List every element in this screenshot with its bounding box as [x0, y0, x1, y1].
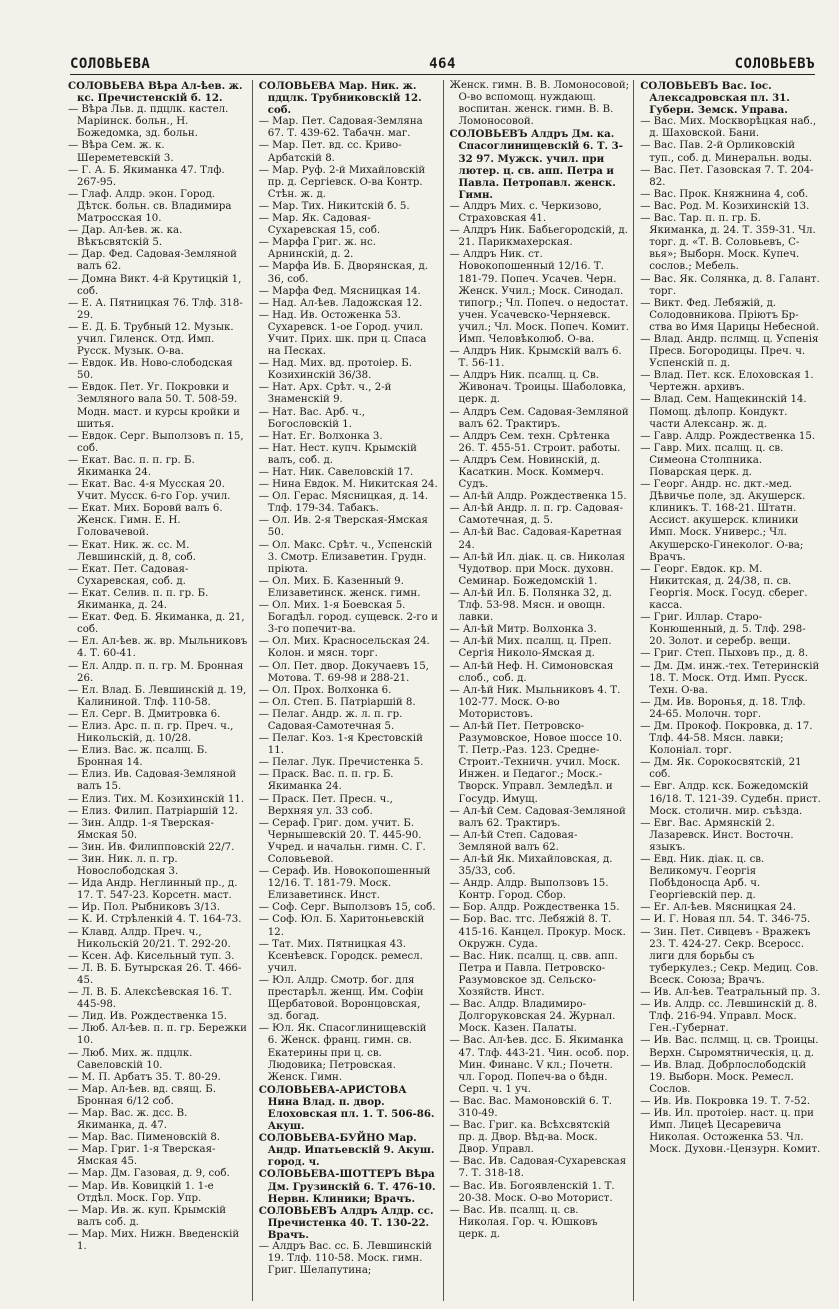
directory-entry: — Сераф. Григ. дом. учит. Б. Чернышевскій 20. Т. 445-90. Учред. и начальн. гимн. С. Г. Соловьевой.: [258, 817, 426, 865]
directory-entry: — Бор. Вас. тгс. Лебяжій 8. Т. 415-16. Канцел. Прокур. Моск. Окружн. Суда.: [449, 914, 626, 950]
directory-entry: — Е. Д. Б. Трубный 12. Музык. учил. Гиленск. Отд. Имп. Русск. Музык. О-ва.: [68, 321, 234, 358]
directory-entry: — Евг. Алдр. кск. Божедомскій 16/18. Т. 121-39. Судебн. прист. Моск. столичн. мир. съѣзда.: [640, 781, 821, 817]
directory-entry: — Елиз. Арс. п. п. гр. Преч. ч., Никольскій, д. 10/28.: [68, 720, 234, 745]
column-2: [259, 80, 444, 1301]
directory-entry: — Тат. Мих. Пятницкая 43. Ксенѣевск. Городск. ремесл. учил.: [258, 938, 423, 974]
directory-entry: — Григ. Степ. Пыховъ пр., д. 8.: [640, 648, 809, 660]
directory-entry: — Алдръ Сем. Новинскій, д. Касаткин. Моск. Коммерч. Судъ.: [449, 454, 604, 491]
directory-entry: — Юл. Алдр. Смотр. бог. для престарѣл. женщ. Им. Софіи Щербатовой. Воронцовская, зд. богад.: [258, 974, 424, 1023]
directory-entry: — Елиз. Ив. Садовая-Земляной валъ 15.: [68, 769, 237, 793]
directory-entry: — Мар. Пет. Садовая-Земляна 67. Т. 439-62. Табачн. маг.: [258, 116, 423, 140]
directory-entry: — Ир. Пол. Рыбниковъ 3/13.: [68, 902, 221, 914]
directory-entry: — Над. Ив. Остоженка 53. Сухаревск. 1-ое Город. учил. Учит. Прих. шк. при ц. Спаса на Песках.: [258, 309, 427, 358]
directory-entry: — Соф. Юл. Б. Харитоньевскій 12.: [258, 914, 425, 938]
directory-entry: — Евдок. Ив. Ново-слободская 50.: [68, 358, 233, 382]
directory-entry: — Мар. Тих. Никитскій б. 5.: [258, 200, 410, 212]
header-right-surname: СОЛОВЬЕВЪ: [734, 56, 815, 72]
directory-entry: — Марфа Григ. ж. нс. Арнинскій, д. 2.: [258, 237, 376, 261]
directory-entry: — Екат. Пет. Садовая-Сухаревская, соб. д.: [68, 563, 189, 587]
directory-entry: — Люб. Мих. ж. пдцлк. Савеловскій 10.: [68, 1047, 193, 1071]
directory-entry: — Екат. Фед. Б. Якиманка, д. 21, соб.: [68, 612, 245, 636]
page-header: [70, 50, 815, 75]
directory-entry: — Дм. Прокоф. Покровка, д. 17. Тлф. 44-58. Мясн. лавки; Колоніал. торг.: [640, 720, 813, 757]
directory-entry: — Ив. Ил. протоіер. наст. ц. при Имп. Лицеѣ Цесаревича Николая. Остоженка 53. Чл. Моск. Духовн.-Цензурн. Комит.: [640, 1107, 821, 1156]
directory-entry: — Вас. Ив. псалщ. ц. св. Николая. Гор. ч. Юшковъ церк. д.: [449, 1204, 598, 1240]
directory-entry: — Мар. Ал-ѣев. вд. свящ. Б. Бронная 6/12 соб.: [68, 1083, 216, 1107]
directory-entry: — Ксен. Аф. Кисельный туп. 3.: [68, 950, 235, 962]
directory-entry: — Глаф. Алдр. экон. Город. Дѣтск. больн. св. Владимира Матросская 10.: [68, 188, 232, 225]
directory-entry: — Ел. Алдр. п. п. гр. М. Бронная 26.: [68, 660, 244, 684]
directory-entry: — Ал-ѣй Вас. Садовая-Каретная 24.: [449, 527, 622, 551]
directory-entry: — Нат. Ник. Савеловскій 17.: [258, 467, 414, 478]
directory-entry: — Евг. Вас. Армянскій 2. Лазаревск. Инст. Восточн. языкъ.: [640, 817, 794, 853]
directory-entry: — Мар. Ив. Ковицкій 1. 1-е Отдѣл. Моск. Гор. Упр.: [68, 1180, 214, 1204]
directory-entry: — Ив. Ив. Покровка 19. Т. 7-52.: [640, 1095, 811, 1107]
directory-entry: — Л. В. Б. Бутырская 26. Т. 466-45.: [68, 962, 242, 986]
page-number: 464: [429, 56, 456, 72]
directory-entry: — Викт. Фед. Лебяжій, д. Солодовникова. Пріютъ Бр-ства во Имя Царицы Небесной.: [640, 297, 820, 333]
directory-entry: — Люб. Ал-ѣев. п. п. гр. Бережки 10.: [68, 1023, 247, 1047]
directory-entry: — Георг. Андр. нс. дкт.-мед. Дѣвичье поле, зд. Акушерск. клиникъ. Т. 168-21. Штатн. Ассист. акушерск. клиники Имп. Моск. Универс.; Чл. Акушерско-Гинеколог. О-ва; Врачъ.: [640, 479, 806, 563]
directory-entry: — Зин. Ив. Филипповскій 22/7.: [68, 841, 235, 853]
directory-entry: — Елиз. Тих. М. Козихинскій 11.: [68, 793, 245, 805]
directory-entry: — Елиз. Филип. Патріаршій 12.: [68, 805, 238, 817]
directory-entry: — Мар. Вас. Пименовскій 8.: [68, 1132, 221, 1144]
directory-entry: — Зин. Ник. л. п. гр. Новослободская 3.: [68, 854, 179, 878]
directory-entry: — Ел. Серг. В. Дмитровка 6.: [68, 708, 221, 720]
directory-entry: — Дар. Ал-ѣев. ж. ка. Вѣкъсвятскій 5.: [68, 225, 183, 249]
directory-entry: — Мар. Як. Садовая-Сухаревская 15, соб.: [258, 213, 381, 237]
directory-entry: — Алдръ Ник. псалщ. ц. Св. Живонач. Троицы. Шаболовка, церк. д.: [449, 370, 627, 406]
directory-entry: СОЛОВЬЕВЪ Вас. Іос. Алексадровская пл. 31. Губерн. Земск. Управа.: [640, 80, 790, 117]
directory-entry: — Евдок. Серг. Выползовъ п. 15, соб.: [68, 430, 244, 454]
directory-entry: — Георг. Евдок. кр. М. Никитская, д. 24/38, п. св. Георгія. Моск. Госуд. сберег. касса.: [640, 563, 808, 612]
directory-entry: — Евд. Ник. діак. ц. св. Великомуч. Георгія Побѣдоносца Арб. ч. Георгіевскій пер. д.: [640, 854, 765, 902]
directory-entry: — Вас. Тар. п. п. гр. Б. Якиманка, д. 24. Т. 359-31. Чл. торг. д. «Т. В. Соловьевъ, С-вья»; Выборн. Моск. Купеч. сослов.; Мебель.: [640, 213, 816, 273]
directory-entry: СОЛОВЬЕВЪ Алдръ Дм. ка. Спасоглинищевскій 6. Т. 3-32 97. Мужск. учил. при лютер. ц. св. апп. Петра и Павла. Петропавл. женск. Гимн.: [449, 128, 623, 201]
column-4: [640, 80, 825, 1301]
directory-entry: — Алдръ Ник. Бабьегородскій, д. 21. Парикмахерская.: [449, 225, 628, 249]
directory-entry: — Л. В. Б. Алексѣевская 16. Т. 445-98.: [68, 987, 232, 1011]
directory-entry: — Вас. Прок. Княжнина 4, соб.: [640, 188, 809, 200]
directory-entry: — Ал-ѣй Мих. псалщ. ц. Преп. Сергія Николо-Ямская д.: [449, 636, 612, 660]
directory-entry: — Екат. Селив. п. п. гр. Б. Якиманка, д. 24.: [68, 587, 209, 612]
directory-entry: — Пелаг. Лук. Пречистенка 5.: [258, 757, 424, 769]
directory-entry: — Евдок. Пет. Уг. Покровки и Земляного вала 50. Т. 508-59. Модн. маст. и курсы кройки и шитья.: [68, 382, 240, 430]
directory-entry: — Вас. Мих. Москворѣцкая наб., д. Шаховской. Бани.: [640, 116, 817, 140]
directory-entry: — Мар. Пет. вд. сс. Криво-Арбатскій 8.: [258, 140, 402, 164]
directory-entry: — Сераф. Ив. Новокопошенный 12/16. Т. 181-79. Моск. Елизаветинск. Инст.: [258, 866, 431, 902]
directory-entry: — Ив. Вас. пслмщ. ц. св. Троицы. Верхн. Сыромятническія, ц. д.: [640, 1035, 819, 1059]
directory-entry: — Ол. Макс. Срѣт. ч., Успенскій 3. Смотр. Елизаветин. Грудн. пріюта.: [258, 539, 433, 575]
directory-entry: — Андр. Алдр. Выползовъ 15. Контр. Город. Сбор.: [449, 878, 609, 902]
directory-entry: — Ал-ѣй Андр. л. п. гр. Садовая-Самотечная, д. 5.: [449, 503, 624, 527]
directory-entry: СОЛОВЬЕВА-АРИСТОВА Нина Влад. п. двор. Елоховская пл. 1. Т. 506-86. Акуш.: [258, 1083, 435, 1133]
directory-entry: — Вас. Вас. Мамоновскій 6. Т. 310-49.: [449, 1095, 612, 1119]
directory-entry: Женск. гимн. В. В. Ломоносовой; О-во вспомощ. нуждающ. воспитан. женск. гимн. В. В. Ломоносовой.: [449, 80, 630, 128]
directory-entry: — Ал-ѣй Пет. Петровско-Разумовское, Новое шоссе 10. Т. Петр.-Раз. 123. Средне-Строит.-Техничн. учил. Моск. Инжен. и Педагог.; Моск.-Творск. Управл. Земледѣл. и Госудр. Имущ.: [449, 720, 623, 805]
directory-entry: — Дм. Ив. Воронья, д. 18. Тлф. 24-65. Молочн. торг.: [640, 696, 806, 720]
directory-entry: — Вас. Ив. Садовая-Сухаревская 7. Т. 318-18.: [449, 1156, 627, 1180]
directory-entry: — Клавд. Алдр. Преч. ч., Никольскій 20/21. Т. 292-20.: [68, 926, 231, 950]
directory-entry: — Алдръ Сем. техн. Срѣтенка 26. Т. 455-51. Строит. работы.: [449, 430, 621, 454]
directory-entry: — Ал-ѣй Неф. Н. Симоновская слоб., соб. д.: [449, 660, 614, 684]
directory-entry: — Мар. Григ. 1-я Тверская-Ямская 45.: [68, 1144, 216, 1168]
directory-entry: — Нат. Арх. Срѣт. ч., 2-й Знаменскій 9.: [258, 382, 392, 406]
directory-entry: — Домна Викт. 4-й Крутицкій 1, соб.: [68, 273, 242, 297]
directory-entry: — Алдръ Сем. Садовая-Земляной валъ 62. Трактиръ.: [449, 406, 629, 430]
directory-entry: — Ол. Мих. Красносельская 24. Колон. и мясн. торг.: [258, 636, 430, 660]
directory-entry: — Вас. Ник. псалщ. ц. свв. апп. Петра и Павла. Петровско-Разумовское зд. Сельско-Хозяйств. Инст.: [449, 950, 618, 999]
directory-entry: — Ал-ѣй Ник. Мыльниковъ 4. Т. 102-77. Моск. О-во Мотористовъ.: [449, 684, 621, 720]
directory-entry: — Вас. Ал-ѣев. дсс. Б. Якиманка 47. Тлф. 443-21. Чин. особ. пор. Мин. Финанс. V кл.; Почетн. чл. Город. Попеч-ва о бѣдн. Серп. ч. 1 уч.: [449, 1035, 630, 1095]
directory-entry: — Дар. Фед. Садовая-Земляной валъ 62.: [68, 249, 237, 273]
directory-entry: — Вас. Род. М. Козихинскій 13.: [640, 200, 810, 212]
directory-entry: — Ол. Герас. Мясницкая, д. 14. Тлф. 179-34. Табакъ.: [258, 491, 429, 515]
directory-entry: — Мар. Руф. 2-й Михайловскій пр. д. Сергіевск. О-ва Контр. Стѣн. ж. д.: [258, 164, 426, 200]
directory-entry: — Влад. Андр. пслмщ. ц. Успенія Пресв. Богородицы. Преч. ч. Успенскій п. д.: [640, 333, 819, 370]
directory-entry: — Лид. Ив. Рождественка 15.: [68, 1011, 228, 1023]
directory-entry: — Ал-ѣй Алдр. Рождественка 15.: [449, 491, 627, 503]
directory-entry: — Ал-ѣй Ил. діак. ц. св. Николая Чудотвор. при Моск. духовн. Семинар. Божедомскій 1.: [449, 551, 626, 587]
directory-entry: — Ал-ѣй Степ. Садовая-Земляной валъ 62.: [449, 829, 578, 853]
directory-entry: — Ида Андр. Неглинный пр., д. 17. Т. 547-23. Корсетн. маст.: [68, 878, 238, 902]
directory-entry: — Екат. Мих. Боровй валъ 6. Женск. Гимн. Е. Н. Головачевой.: [68, 503, 223, 539]
directory-entry: — Бор. Алдр. Рождественка 15.: [449, 902, 620, 914]
directory-entry: — И. Г. Новая пл. 54. Т. 346-75.: [640, 914, 811, 926]
directory-entry: — Ол. Степ. Б. Патріаршій 8.: [258, 696, 416, 708]
directory-entry: — Ал-ѣй Митр. Волхонка 3.: [449, 624, 597, 636]
directory-entry: — Ив. Влад. Добрлослободскій 19. Выборн. Моск. Ремесл. Сослов.: [640, 1059, 807, 1095]
directory-entry: — Вас. Як. Солянка, д. 8. Галант. торг.: [640, 273, 820, 297]
directory-entry: — Вас. Пет. Газовская 7. Т. 204-82.: [640, 164, 814, 188]
directory-columns: [68, 80, 825, 1301]
directory-entry: — М. П. Арбатъ 35. Т. 80-29.: [68, 1071, 221, 1083]
directory-entry: СОЛОВЬЕВА Вѣра Ал-ѣев. ж. кс. Пречистенскій б. 12.: [68, 80, 243, 105]
directory-entry: — Мар. Мих. Нижн. Введенскій 1.: [68, 1228, 240, 1252]
directory-entry: — Марфа Ив. Б. Дворянская, д. 36, соб.: [258, 261, 428, 285]
header-left-surname: СОЛОВЬЕВА: [70, 56, 151, 72]
directory-entry: — Дм. Як. Сорокосвятскій, 21 соб.: [640, 757, 802, 781]
directory-entry: — Ол. Мих. 1-я Боевская 5. Богадѣл. город. сущевск. 2-го и 3-го попечит-ва.: [258, 600, 438, 636]
directory-entry: — Ив. Ал-ѣев. Театральный пр. 3.: [640, 987, 821, 999]
column-3: [450, 80, 635, 1301]
directory-entry: — Алдръ Мих. с. Черкизово, Страховская 41.: [449, 200, 602, 225]
directory-entry: СОЛОВЬЕВЪ Алдръ Алдр. сс. Пречистенка 40. Т. 130-22. Врачъ.: [258, 1204, 434, 1241]
directory-entry: — Нат. Вас. Арб. ч., Богословскій 1.: [258, 406, 366, 430]
directory-entry: — Ал-ѣй Як. Михайловская, д. 35/33, соб.: [449, 854, 613, 878]
directory-entry: — Над. Мих. вд. протоіер. Б. Козихинскій 36/38.: [258, 358, 413, 382]
directory-entry: — Праск. Пет. Пресн. ч., Верхняя ул. 33 соб.: [258, 793, 393, 817]
directory-entry: — Екат. Ник. ж. сс. М. Левшинскій, д. 8, соб.: [68, 539, 196, 563]
directory-entry: — Мар. Ив. ж. куп. Крымскій валъ соб. д.: [68, 1204, 227, 1228]
directory-entry: — Праск. Вас. п. п. гр. Б. Якиманка 24.: [258, 769, 394, 793]
directory-entry: — Г. А. Б. Якиманка 47. Тлф. 267-95.: [68, 164, 225, 188]
directory-entry: — Ол. Прох. Волхонка 6.: [258, 684, 392, 696]
directory-entry: — К. И. Стрѣленкій 4. Т. 164-73.: [68, 914, 242, 926]
directory-entry: — Дм. Дм. инж.-тех. Тетеринскій 18. Т. Моск. Отд. Имп. Русск. Техн. О-ва.: [640, 660, 820, 696]
directory-entry: — Соф. Серг. Выползовъ 15, соб.: [258, 902, 436, 914]
directory-entry: — Григ. Иллар. Старо-Конюшенный, д. 5. Тлф. 298-20. Золот. и серебр. вещи.: [640, 612, 806, 648]
directory-entry: — Ив. Алдр. сс. Левшинскій д. 8. Тлф. 216-94. Управл. Моск. Ген.-Губернат.: [640, 999, 818, 1035]
directory-entry: — Нат. Ег. Волхонка 3.: [258, 430, 383, 442]
directory-entry: — Мар. Дм. Газовая, д. 9, соб.: [68, 1168, 230, 1180]
directory-entry: — Вас. Алдр. Владимиро-Долгоруковская 24. Журнал. Моск. Казен. Палаты.: [449, 999, 616, 1035]
directory-entry: — Ал-ѣй Ил. Б. Полянка 32, д. Тлф. 53-98. Мясн. и овощн. лавки.: [449, 587, 612, 624]
directory-entry: — Ол. Ив. 2-я Тверская-Ямская 50.: [258, 515, 428, 539]
directory-entry: — Гавр. Алдр. Рождественка 15.: [640, 430, 816, 442]
directory-entry: — Вѣра Сем. ж. к. Шереметевскій 3.: [68, 140, 174, 164]
directory-entry: — Юл. Як. Спасоглинищевскій 6. Женск. франц. гимн. св. Екатерины при ц. св. Людовика; Петровская. Женск. Гимн.: [258, 1023, 427, 1083]
directory-entry: — Вас. Григ. ка. Всѣхсвятскій пр. д. Двор. Вѣд-ва. Моск. Двор. Управл.: [449, 1120, 611, 1156]
directory-entry: — Гавр. Мих. псалщ. ц. св. Симеона Столпника. Поварская церк. д.: [640, 442, 784, 478]
directory-entry: — Нат. Нест. купч. Крымскій валъ, соб. д.: [258, 442, 417, 466]
directory-entry: — Вас. Пав. 2-й Орликовскій туп., соб. д. Минеральн. воды.: [640, 140, 812, 164]
directory-entry: — Зин. Алдр. 1-я Тверская-Ямская 50.: [68, 817, 214, 841]
directory-entry: — Пелаг. Коз. 1-я Крестовскій 11.: [258, 733, 423, 757]
directory-entry: — Ег. Ал-ѣев. Мясницкая 24.: [640, 902, 796, 914]
directory-entry: — Влад. Пет. кск. Елоховская 1. Чертежн. архивъ.: [640, 370, 814, 394]
directory-entry: — Вас. Ив. Богоявленскій 1. Т. 20-38. Моск. О-во Моторист.: [449, 1180, 615, 1204]
directory-entry: СОЛОВЬЕВА-ШОТТЕРЪ Вѣра Дм. Грузинскій 6. Т. 476-10. Нервн. Клиники; Врачъ.: [258, 1168, 436, 1205]
directory-entry: — Зин. Пет. Сивцевъ - Вражекъ 23. Т. 424-27. Секр. Всеросс. лиги для борьбы съ туберкулез.; Секр. Медиц. Сов. Всеск. Союза; Врачъ.: [640, 926, 819, 986]
directory-entry: — Нина Евдок. М. Никитская 24.: [258, 479, 438, 491]
directory-entry: — Алдръ Ник. ст. Новокопошенный 12/16. Т. 181-79. Попеч. Усачев. Черн. Женск. Учил.; Моск. Синодал. типогр.; Чл. Попеч. о недостат. учен. Усачевско-Черняевск. учил.; Чл. Моск. Попеч. Комит. Имп. Человѣколюб. О-ва.: [449, 249, 629, 345]
directory-entry: — Ел. Ал-ѣев. ж. вр. Мыльниковъ 4. Т. 60-41.: [68, 636, 248, 660]
directory-entry: — Екат. Вас. 4-я Мусская 20. Учит. Мусск. 6-го Гор. учил.: [68, 479, 231, 503]
directory-entry: — Пелаг. Андр. ж. л. п. гр. Садовая-Самотечная 5.: [258, 708, 403, 732]
directory-entry: — Ал-ѣй Сем. Садовая-Земляной валъ 62. Трактиръ.: [449, 805, 626, 829]
directory-entry: — Влад. Сем. Нащекинскій 14. Помощ. дѣлопр. Кондукт. части Алексанр. ж. д.: [640, 394, 807, 430]
directory-entry: СОЛОВЬЕВА Мар. Ник. ж. пдцлк. Трубниковскій 12. соб.: [258, 80, 422, 117]
directory-entry: — Вѣра Льв. д. пдцлк. кастел. Маріинск. больн., Н. Божедомка, зд. больн.: [68, 104, 229, 140]
directory-entry: — Екат. Вас. п. п. гр. Б. Якиманка 24.: [68, 454, 195, 478]
directory-entry: — Мар. Вас. ж. дсс. В. Якиманка, д. 47.: [68, 1107, 188, 1132]
directory-entry: — Марфа Фед. Мясницкая 14.: [258, 285, 421, 297]
directory-entry: — Ол. Мих. Б. Казенный 9. Елизаветинск. женск. гимн.: [258, 575, 421, 599]
directory-entry: — Алдръ Ник. Крымскій валъ 6. Т. 56-11.: [449, 346, 622, 370]
directory-entry: СОЛОВЬЕВА-БУЙНО Мар. Андр. Ипатьевскій 9. Акуш. город. ч.: [258, 1132, 435, 1169]
directory-entry: — Над. Ал-ѣев. Ладожская 12.: [258, 297, 423, 309]
directory-entry: — Ол. Пет. двор. Докучаевъ 15, Мотова. Т. 69-98 и 288-21.: [258, 660, 429, 684]
directory-entry: — Е. А. Пятницкая 76. Тлф. 318-29.: [68, 297, 243, 321]
directory-entry: — Алдръ Вас. сс. Б. Левшинскій 19. Тлф. 110-58. Моск. гимн. Григ. Шелапутина;: [258, 1241, 432, 1277]
directory-entry: — Елиз. Вас. ж. псалщ. Б. Бронная 14.: [68, 745, 208, 769]
column-1: [68, 80, 253, 1301]
directory-entry: — Ел. Влад. Б. Левшинскій д. 19, Калининой. Тлф. 110-58.: [68, 684, 247, 708]
